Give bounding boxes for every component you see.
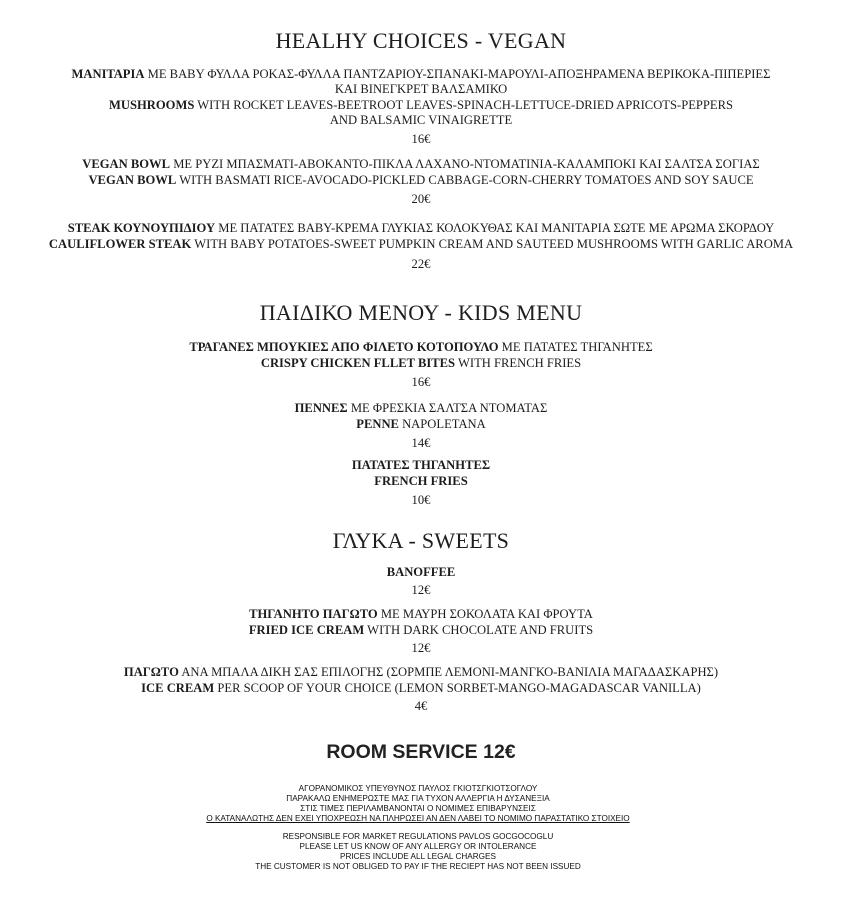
item-en-desc: WITH BABY POTATOES-SWEET PUMPKIN CREAM AND SAUTEED MUSHROOMS WITH GARLIC AROMA xyxy=(191,237,794,251)
item-price: 4€ xyxy=(414,699,428,713)
item-en-line xyxy=(0,355,842,371)
item-en-line xyxy=(0,473,842,489)
item-gr-line xyxy=(0,66,842,82)
footer-en-line: RESPONSIBLE FOR MARKET REGULATIONS PAVLOS GOCGOCOGLU xyxy=(282,832,554,841)
item-en-name: FRIED ICE CREAM xyxy=(248,623,365,637)
item-gr-line xyxy=(0,606,842,622)
section-title-sweets: ΓΛΥΚΑ - SWEETS xyxy=(332,528,510,553)
item-price: 14€ xyxy=(411,436,431,450)
item-gr-desc: ΜΕ ΜΑΥΡΗ ΣΟΚΟΛΑΤΑ ΚΑΙ ΦΡΟΥΤΑ xyxy=(377,607,593,621)
footer-gr-line: ΣΤΙΣ ΤΙΜΕΣ ΠΕΡΙΛΑΜΒΑΝΟΝΤΑΙ Ο ΝΟΜΙΜΕΣ ΕΠΙΒΑΡΥΝΣΕΙΣ xyxy=(300,804,536,813)
footer-gr-line xyxy=(0,814,836,824)
item-gr-name: ΠΑΤΑΤΕΣ ΤΗΓΑΝΗΤΕΣ xyxy=(351,458,491,472)
item-en-line xyxy=(0,680,842,696)
section-title-kids: ΠΑΙΔΙΚΟ ΜΕΝΟΥ - KIDS MENU xyxy=(259,300,583,325)
footer-gr-line: ΑΓΟΡΑΝΟΜΙΚΟΣ ΥΠΕΥΘΥΝΟΣ ΠΑΥΛΟΣ ΓΚΙΟΤΣΓΚΙΟΤΣΟΓΛΟΥ xyxy=(298,784,538,793)
item-en-name: BANOFFEE xyxy=(386,565,456,579)
item-gr-line xyxy=(0,400,842,416)
item-en-desc: WITH ROCKET LEAVES-BEETROOT LEAVES-SPINACH-LETTUCE-DRIED APRICOTS-PEPPERS xyxy=(194,98,733,112)
item-gr-desc: ΑΝΑ ΜΠΑΛΑ ΔΙΚΗ ΣΑΣ ΕΠΙΛΟΓΗΣ (ΣΟΡΜΠΕ ΛΕΜΟΝΙ-ΜΑΝΓΚΟ-ΒΑΝΙΛΙΑ ΜΑΓΑΔΑΣΚΑΡΗΣ) xyxy=(178,665,719,679)
item-en-name: ICE CREAM xyxy=(141,681,215,695)
item-gr-name: STEAK ΚΟΥΝΟΥΠΙΔΙΟΥ xyxy=(67,221,216,235)
item-en-line xyxy=(0,622,842,638)
item-en-desc: PER SCOOP OF YOUR CHOICE (LEMON SORBET-MANGO-MAGADASCAR VANILLA) xyxy=(214,681,701,695)
room-service-price: ROOM SERVICE 12€ xyxy=(326,741,516,763)
item-price: 16€ xyxy=(411,375,431,389)
item-en-name: FRENCH FRIES xyxy=(374,474,468,488)
item-gr-line xyxy=(0,664,842,680)
item-gr-desc: ΜΕ ΦΡΕΣΚΙΑ ΣΑΛΤΣΑ ΝΤΟΜΑΤΑΣ xyxy=(347,401,548,415)
item-gr-line xyxy=(0,339,842,355)
item-en-line xyxy=(0,97,842,113)
item-price: 20€ xyxy=(411,192,431,206)
item-price: 10€ xyxy=(411,493,431,507)
section-title-vegan: HEALHY CHOICES - VEGAN xyxy=(275,28,567,53)
item-en-desc: WITH FRENCH FRIES xyxy=(455,356,582,370)
item-price: 12€ xyxy=(411,583,431,597)
item-en-desc: NAPOLETANA xyxy=(398,417,486,431)
item-en-desc: WITH DARK CHOCOLATE AND FRUITS xyxy=(364,623,594,637)
footer-gr-notice: Ο ΚΑΤΑΝΑΛΩΤΗΣ ΔΕΝ ΕΧΕΙ ΥΠΟΧΡΕΩΣΗ ΝΑ ΠΛΗΡΩΣΕΙ ΑΝ ΔΕΝ ΛΑΒΕΙ ΤΟ ΝΟΜΙΜΟ ΠΑΡΑΣΤΑΤΙΚΟ ΣΤΟΙΧΕΙΟ xyxy=(206,814,630,823)
item-en-name: CRISPY CHICKEN FLLET BITES xyxy=(260,356,456,370)
item-gr-desc: ΜΕ ΠΑΤΑΤΕΣ ΤΗΓΑΝΗΤΕΣ xyxy=(498,340,653,354)
item-en-name: MUSHROOMS xyxy=(109,98,195,112)
item-gr-name: ΜΑΝΙΤΑΡΙΑ xyxy=(71,67,145,81)
item-en-line xyxy=(0,416,842,432)
item-gr-desc: ΜΕ ΡΥΖΙ ΜΠΑΣΜΑΤΙ-ΑΒΟΚΑΝΤΟ-ΠΙΚΛΑ ΛΑΧΑΝΟ-ΝΤΟΜΑΤΙΝΙΑ-ΚΑΛΑΜΠΟΚΙ ΚΑΙ ΣΑΛΤΣΑ ΣΟΓΙΑΣ xyxy=(170,157,760,171)
item-en-name: CAULIFLOWER STEAK xyxy=(48,237,192,251)
item-gr-desc: ΜΕ ΠΑΤΑΤΕΣ BABY-ΚΡΕΜΑ ΓΛΥΚΙΑΣ ΚΟΛΟΚΥΘΑΣ ΚΑΙ ΜΑΝΙΤΑΡΙΑ ΣΩΤΕ ΜΕ ΑΡΩΜΑ ΣΚΟΡΔΟΥ xyxy=(215,221,775,235)
item-gr-desc-cont: ΚΑΙ ΒΙΝΕΓΚΡΕΤ ΒΑΛΣΑΜΙΚΟ xyxy=(334,82,508,96)
item-gr-line xyxy=(0,156,842,172)
item-gr-line xyxy=(0,220,842,236)
item-en-name: PENNE xyxy=(356,417,399,431)
item-en-name: VEGAN BOWL xyxy=(88,173,177,187)
item-gr-name: ΠΑΓΩΤΟ xyxy=(123,665,179,679)
item-gr-name: ΤΗΓΑΝΗΤΟ ΠΑΓΩΤΟ xyxy=(249,607,378,621)
item-gr-name: VEGAN BOWL xyxy=(82,157,171,171)
item-en-desc: WITH BASMATI RICE-AVOCADO-PICKLED CABBAGE-CORN-CHERRY TOMATOES AND SOY SAUCE xyxy=(176,173,754,187)
item-en-line xyxy=(0,172,842,188)
footer-en-line: PLEASE LET US KNOW OF ANY ALLERGY OR INTOLERANCE xyxy=(299,842,537,851)
item-price: 22€ xyxy=(411,257,431,271)
item-gr-line xyxy=(0,457,842,473)
item-gr-name: ΠΕΝΝΕΣ xyxy=(294,401,348,415)
footer-en-line: PRICES INCLUDE ALL LEGAL CHARGES xyxy=(340,852,496,861)
item-en-line xyxy=(0,236,842,252)
item-gr-desc: ΜΕ BABY ΦΥΛΛΑ ΡΟΚΑΣ-ΦΥΛΛΑ ΠΑΝΤΖΑΡΙΟΥ-ΣΠΑΝΑΚΙ-ΜΑΡΟΥΛΙ-ΑΠΟΞΗΡΑΜΕΝΑ ΒΕΡΙΚΟΚΑ-ΠΙΠΕΡΙΕΣ xyxy=(144,67,771,81)
item-en-desc-cont: AND BALSAMIC VINAIGRETTE xyxy=(329,113,513,127)
item-price: 16€ xyxy=(411,132,431,146)
item-en-line xyxy=(0,564,842,580)
footer-en-line: THE CUSTOMER IS NOT OBLIGED TO PAY IF THE RECIEPT HAS NOT BEEN ISSUED xyxy=(255,862,581,871)
footer-gr-line: ΠΑΡΑΚΑΛΩ ΕΝΗΜΕΡΩΣΤΕ ΜΑΣ ΓΙΑ ΤΥΧΟΝ ΑΛΛΕΡΓΙΑ Η ΔΥΣΑΝΕΞΙΑ xyxy=(286,794,550,803)
item-gr-name: ΤΡΑΓΑΝΕΣ ΜΠΟΥΚΙΕΣ ΑΠΟ ΦΙΛΕΤΟ ΚΟΤΟΠΟΥΛΟ xyxy=(189,340,499,354)
item-price: 12€ xyxy=(411,641,431,655)
